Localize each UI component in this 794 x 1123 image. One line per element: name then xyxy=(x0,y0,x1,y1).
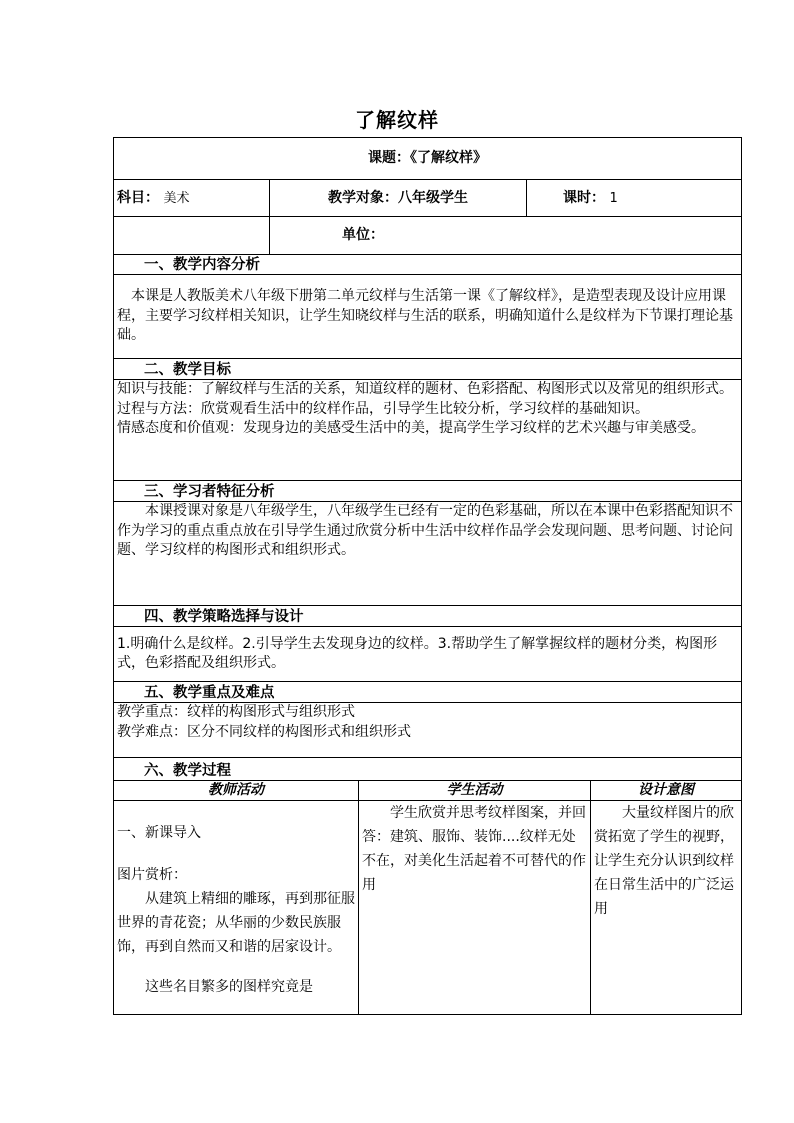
teacher-activity-cell xyxy=(114,801,359,1015)
section-2-body xyxy=(114,380,742,481)
period-cell xyxy=(527,180,742,217)
col-teacher-header: 教师活动 xyxy=(114,781,359,801)
goal-attitude: 情感态度和价值观：发现身边的美感受生活中的美，提高学生学习纹样的艺术兴趣与审美感受。 xyxy=(117,420,705,436)
design-intent-cell: 大量纹样图片的欣赏拓宽了学生的视野，让学生充分认识到纹样在日常生活中的广泛运用 xyxy=(591,801,742,1015)
unit-cell: 单位： xyxy=(270,217,742,255)
section-3-body: 本课授课对象是八年级学生，八年级学生已经有一定的色彩基础，所以在本课中色彩搭配知识不作为学习的重点重点放在引导学生通过欣赏分析中生活中纹样作品学会发现问题、思考问题、讨论问题、学习纹样的构图形式和组织形式。 xyxy=(114,502,742,606)
difficult-point: 教学难点：区分不同纹样的构图形式和组织形式 xyxy=(117,723,411,740)
lesson-plan-table xyxy=(113,137,742,1015)
teacher-intro: 一、新课导入 xyxy=(117,825,201,841)
unit-row xyxy=(114,217,742,255)
page-title: 了解纹样 xyxy=(355,108,439,132)
process-header-row xyxy=(114,781,742,801)
section-5-body xyxy=(114,703,742,758)
subject-value: 美术 xyxy=(163,190,190,206)
teacher-description: 从建筑上精细的雕琢，再到那征服世界的青花瓷；从华丽的少数民族服饰，再到自然而又和谐的居家设计。 xyxy=(117,891,355,955)
audience-cell: 教学对象：八年级学生 xyxy=(270,180,527,217)
student-activity-cell: 学生欣赏并思考纹样图案，并回答：建筑、服饰、装饰....纹样无处不在，对美化生活起着不可替代的作用 xyxy=(359,801,591,1015)
section-1-body: 本课是人教版美术八年级下册第二单元纹样与生活第一课《了解纹样》，是造型表现及设计应用课程，主要学习纹样相关知识，让学生知晓纹样与生活的联系，明确知道什么是纹样为下节课打理论基础。 xyxy=(114,275,742,359)
goal-knowledge: 知识与技能：了解纹样与生活的关系，知道纹样的题材、色彩搭配、构图形式以及常见的组织形式。 xyxy=(117,381,733,397)
section-1-title: 一、教学内容分析 xyxy=(114,255,742,275)
subject-cell xyxy=(114,180,270,217)
process-row xyxy=(114,801,742,1015)
col-intent-header: 设计意图 xyxy=(591,781,742,801)
info-row xyxy=(114,180,742,217)
col-student-header: 学生活动 xyxy=(359,781,591,801)
goal-process: 过程与方法：欣赏观看生活中的纹样作品，引导学生比较分析，学习纹样的基础知识。 xyxy=(117,400,649,417)
period-label: 课时： xyxy=(563,189,605,206)
subject-label: 科目： xyxy=(117,189,159,206)
section-4-body: 1.明确什么是纹样。2.引导学生去发现身边的纹样。3.帮助学生了解掌握纹样的题材分类，构图形式，色彩搭配及组织形式。 xyxy=(114,627,742,682)
section-6-title: 六、教学过程 xyxy=(114,758,742,781)
section-2-title: 二、教学目标 xyxy=(114,359,742,380)
section-4-title: 四、教学策略选择与设计 xyxy=(114,606,742,627)
section-3-title: 三、学习者特征分析 xyxy=(114,481,742,502)
key-point: 教学重点：纹样的构图形式与组织形式 xyxy=(117,704,355,720)
topic-cell: 课题：《了解纹样》 xyxy=(114,138,742,180)
unit-blank-cell xyxy=(114,217,270,255)
teacher-question: 这些名目繁多的图样究竟是 xyxy=(145,979,313,995)
topic-row xyxy=(114,138,742,180)
section-5-title: 五、教学重点及难点 xyxy=(114,682,742,703)
teacher-appreciation: 图片赏析： xyxy=(117,867,187,883)
period-value: 1 xyxy=(609,190,618,206)
